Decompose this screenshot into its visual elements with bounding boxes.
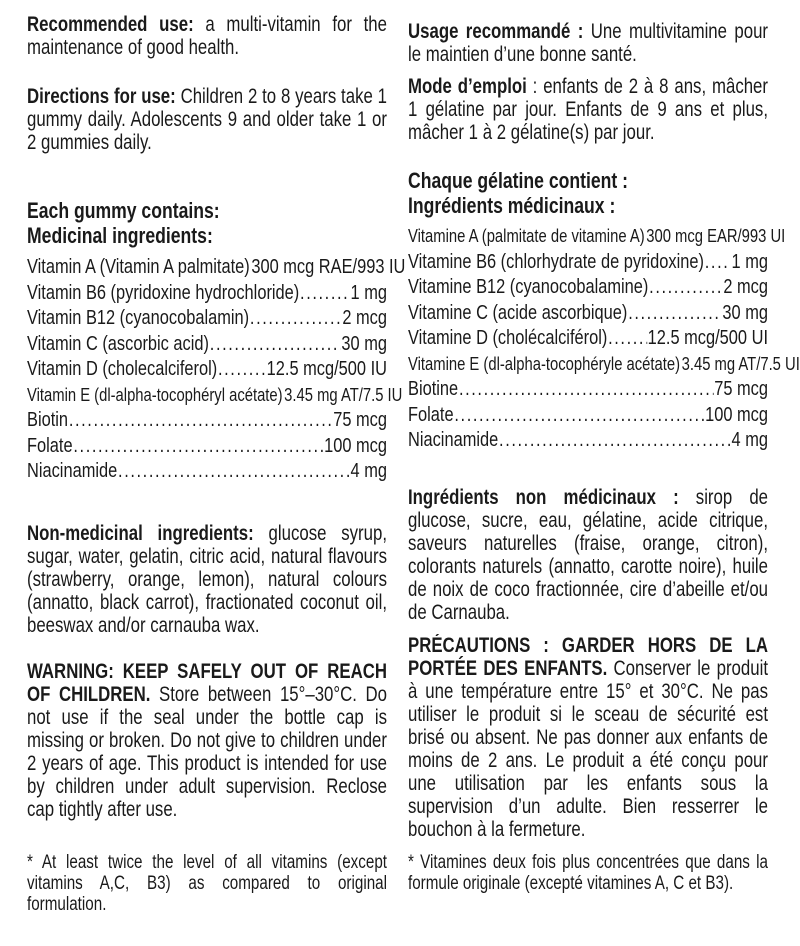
medicinal-heading-block — [27, 198, 387, 248]
ingredient-name: Vitamine D (cholécalciférol) — [408, 326, 608, 349]
non-medicinal-label: Non-medicinal ingredients: — [27, 522, 254, 545]
ingredient-row — [27, 407, 387, 433]
non-medicinaux-label: Ingrédients non médicinaux : — [408, 486, 679, 509]
ingredient-name: Vitamin C (ascorbic acid) — [27, 331, 209, 355]
ingredients-non-medicinaux-section — [408, 486, 768, 624]
ingredient-amount: 300 mcg RAE/993 IU — [251, 255, 406, 278]
leader-dots — [69, 407, 333, 433]
ingredient-row — [408, 300, 768, 326]
ingredient-amount: 2 mcg — [342, 306, 387, 329]
ingredient-amount: 100 mcg — [324, 433, 387, 457]
mode-emploi-label: Mode d’emploi — [408, 75, 527, 98]
leader-dots — [218, 356, 266, 382]
ingredient-amount: 300 mcg EAR/993 UI — [646, 225, 786, 246]
ingredient-row — [27, 254, 406, 280]
medicinal-ingredients-list — [27, 254, 406, 484]
footnote-text: * At least twice the level of all vitamins (except vitamins A,C, B3) as compared to original formulation. — [27, 852, 387, 915]
ingredient-amount: 12.5 mcg/500 IU — [266, 357, 387, 380]
ingredient-row — [27, 356, 387, 382]
ingredient-row — [27, 280, 387, 306]
usage-recommande-text: Une multivitamine pour le maintien d’une bonne santé. — [408, 20, 769, 66]
leader-dots — [210, 331, 341, 357]
ingredient-name: Folate — [408, 402, 454, 426]
ingredients-heading-block — [408, 168, 768, 218]
footnote-fr-section — [408, 852, 768, 894]
ingredient-row — [408, 223, 786, 249]
directions-section — [27, 85, 387, 154]
usage-recommande-section — [408, 20, 768, 66]
ingredients-medicinaux-list — [408, 223, 800, 453]
directions-label: Directions for use: — [27, 85, 176, 108]
ingredient-name: Vitamin B12 (cyanocobalamin) — [27, 306, 250, 329]
non-medicinal-section — [27, 522, 387, 637]
leader-dots — [705, 249, 731, 275]
ingredient-amount: 30 mg — [722, 300, 768, 324]
ingredient-amount: 4 mg — [731, 428, 768, 451]
ingredient-row — [408, 402, 768, 428]
ingredient-name: Vitamine A (palmitate de vitamine A) — [408, 225, 645, 246]
ingredient-name: Vitamin E (dl-alpha-tocophéryl acétate) — [27, 383, 283, 405]
ingredient-row — [27, 458, 387, 484]
precautions-text: Conserver le produit à une température entre 15° et 30°C. Ne pas utiliser le produit si le sceau de sécurité est brisé ou absent. Ne pas donner aux enfants de moins de 2 ans. Le produit a été conçu pour une utilisation par les enfants sous la supervision d’un adulte. Bien resserrer le bouchon à la fermeture. — [408, 657, 768, 841]
leader-dots — [628, 300, 721, 326]
leader-dots — [118, 458, 350, 484]
ingredient-amount: 1 mg — [731, 249, 768, 273]
medicinal-ingredients-heading: Medicinal ingredients: — [27, 223, 213, 248]
leader-dots — [608, 325, 647, 351]
ingredient-row — [27, 433, 387, 459]
ingredient-amount: 1 mg — [350, 280, 387, 304]
ingredient-name: Niacinamide — [27, 459, 118, 482]
ingredient-amount: 75 mcg — [714, 377, 768, 400]
ingredient-amount: 12.5 mcg/500 UI — [647, 326, 768, 349]
ingredient-row — [408, 325, 768, 351]
ingredient-row — [408, 274, 768, 300]
directions-text: Children 2 to 8 years take 1 gummy daily. Adolescents 9 and older take 1 or 2 gummies daily. — [27, 85, 387, 154]
mode-emploi-text: : enfants de 2 à 8 ans, mâcher 1 gélatine par jour. Enfants de 9 ans et plus, mâcher 1 à 2 gélatine(s) par jour. — [408, 75, 768, 144]
ingredient-name: Biotin — [27, 408, 69, 431]
ingredient-amount: 75 mcg — [333, 408, 387, 431]
ingredient-name: Niacinamide — [408, 428, 499, 451]
footnote-fr-text: * Vitamines deux fois plus concentrées que dans la formule originale (excepté vitamines A, C et B3). — [408, 852, 768, 894]
each-gummy-heading: Each gummy contains: — [27, 198, 220, 223]
ingredient-row — [408, 427, 768, 453]
ingredient-amount: 4 mg — [350, 459, 387, 482]
ingredient-row — [408, 249, 768, 275]
leader-dots — [649, 274, 722, 300]
warning-label: WARNING: KEEP SAFELY OUT OF REACH OF CHILDREN. — [27, 660, 387, 706]
non-medicinal-text: glucose syrup, sugar, water, gelatin, citric acid, natural flavours (strawberry, orange, lemon), natural colours (annatto, black carrot), fractionated coconut oil, beeswax and/or carnauba wax. — [27, 522, 387, 637]
ingredient-name: Vitamine E (dl-alpha-tocophéryle acétate) — [408, 352, 681, 374]
ingredient-row — [408, 376, 768, 402]
ingredient-amount: 3.45 mg AT/7.5 UI — [681, 352, 800, 374]
leader-dots — [73, 433, 323, 459]
ingredient-row — [27, 331, 387, 357]
recommended-use-text: a multi-vitamin for the maintenance of good health. — [27, 13, 387, 59]
precautions-section — [408, 634, 768, 841]
ingredient-amount: 30 mg — [341, 331, 387, 355]
ingredient-name: Vitamine C (acide ascorbique) — [408, 300, 628, 324]
leader-dots — [459, 376, 713, 402]
precautions-label: PRÉCAUTIONS : GARDER HORS DE LA PORTÉE DES ENFANTS. — [408, 634, 768, 680]
footnote-section — [27, 852, 387, 915]
ingredient-amount: 2 mcg — [723, 275, 768, 298]
ingredient-row — [27, 382, 403, 408]
warning-text: Store between 15°–30°C. Do not use if the seal under the bottle cap is missing or broken. Do not give to children under 2 years of age. This product is intended for use by children under adult supervision. Reclose cap tightly after use. — [27, 683, 388, 821]
recommended-use-label: Recommended use: — [27, 13, 194, 36]
ingredient-name: Vitamine B6 (chlorhydrate de pyridoxine) — [408, 249, 704, 273]
usage-recommande-label: Usage recommandé : — [408, 20, 584, 43]
ingredient-name: Vitamin D (cholecalciferol) — [27, 357, 218, 380]
ingredient-amount: 3.45 mg AT/7.5 IU — [284, 383, 403, 405]
ingredient-name: Biotine — [408, 377, 459, 400]
ingredient-row — [408, 351, 800, 377]
leader-dots — [499, 427, 731, 453]
leader-dots — [300, 280, 350, 306]
chaque-gelatine-heading: Chaque gélatine contient : — [408, 168, 629, 193]
ingredient-name: Vitamine B12 (cyanocobalamine) — [408, 275, 649, 298]
ingredient-name: Vitamin B6 (pyridoxine hydrochloride) — [27, 280, 300, 304]
leader-dots — [250, 305, 342, 331]
warning-section — [27, 660, 387, 821]
non-medicinaux-text: sirop de glucose, sucre, eau, gélatine, acide citrique, saveurs naturelles (fraise, orange, citron), colorants naturels (annatto, carotte noire), huile de noix de coco fractionnée, cire d’abeille et/ou de Carnauba. — [408, 486, 769, 624]
ingredient-row — [27, 305, 387, 331]
ingredient-name: Folate — [27, 433, 73, 457]
recommended-use-section — [27, 13, 387, 59]
ingredient-amount: 100 mcg — [705, 402, 768, 426]
ingredients-medicinaux-heading: Ingrédients médicinaux : — [408, 193, 616, 218]
ingredient-name: Vitamin A (Vitamin A palmitate) — [27, 255, 250, 278]
leader-dots — [454, 402, 704, 428]
mode-emploi-section — [408, 75, 768, 144]
